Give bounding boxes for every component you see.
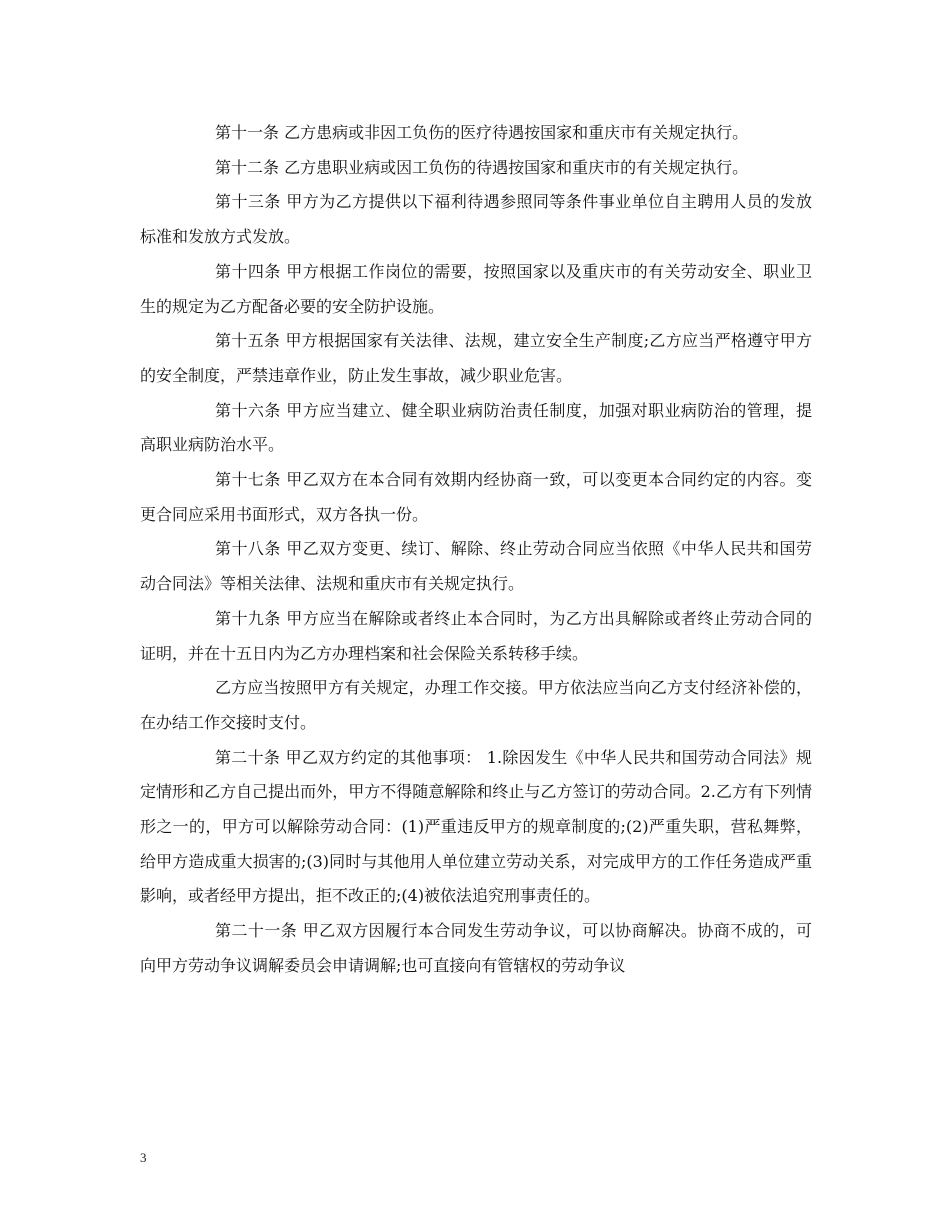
paragraph-article-20: 第二十条 甲乙双方约定的其他事项： 1.除因发生《中华人民共和国劳动合同法》规定情形和乙方自己提出而外，甲方不得随意解除和终止与乙方签订的劳动合同。2.乙方有下列情形之一的，甲方可以解除劳动合同：(1)严重违反甲方的规章制度的;(2)严重失职，营私舞弊，给甲方造成重大损害的;(3)同时与其他用人单位建立劳动关系，对完成甲方的工作任务造成严重影响，或者经甲方提出，拒不改正的;(4)被依法追究刑事责任的。: [140, 747, 812, 906]
paragraph-article-17: 第十七条 甲乙双方在本合同有效期内经协商一致，可以变更本合同约定的内容。变更合同应采用书面形式，双方各执一份。: [140, 470, 812, 524]
paragraph-article-11: 第十一条 乙方患病或非因工负伤的医疗待遇按国家和重庆市有关规定执行。: [215, 123, 749, 142]
paragraph-article-19-continued: 乙方应当按照甲方有关规定，办理工作交接。甲方依法应当向乙方支付经济补偿的，在办结工作交接时支付。: [140, 678, 812, 732]
paragraph-article-19: 第十九条 甲方应当在解除或者终止本合同时，为乙方出具解除或者终止劳动合同的证明，并在十五日内为乙方办理档案和社会保险关系转移手续。: [140, 608, 812, 663]
paragraph-article-16: 第十六条 甲方应当建立、健全职业病防治责任制度，加强对职业病防治的管理，提高职业病防治水平。: [140, 400, 812, 455]
page-number: 3: [140, 1150, 147, 1165]
paragraph-article-15: 第十五条 甲方根据国家有关法律、法规，建立安全生产制度;乙方应当严格遵守甲方的安全制度，严禁违章作业，防止发生事故，减少职业危害。: [140, 331, 812, 385]
paragraph-article-12: 第十二条 乙方患职业病或因工负伤的待遇按国家和重庆市的有关规定执行。: [215, 157, 749, 177]
document-body: [140, 116, 812, 984]
paragraph-article-18: 第十八条 甲乙双方变更、续订、解除、终止劳动合同应当依照《中华人民共和国劳动合同法》等相关法律、法规和重庆市有关规定执行。: [140, 539, 812, 594]
paragraph-article-14: 第十四条 甲方根据工作岗位的需要，按照国家以及重庆市的有关劳动安全、职业卫生的规定为乙方配备必要的安全防护设施。: [140, 261, 812, 316]
paragraph-article-13: 第十三条 甲方为乙方提供以下福利待遇参照同等条件事业单位自主聘用人员的发放标准和发放方式发放。: [140, 192, 812, 247]
paragraph-article-21: 第二十一条 甲乙双方因履行本合同发生劳动争议，可以协商解决。协商不成的，可向甲方劳动争议调解委员会申请调解;也可直接向有管辖权的劳动争议: [140, 921, 812, 975]
